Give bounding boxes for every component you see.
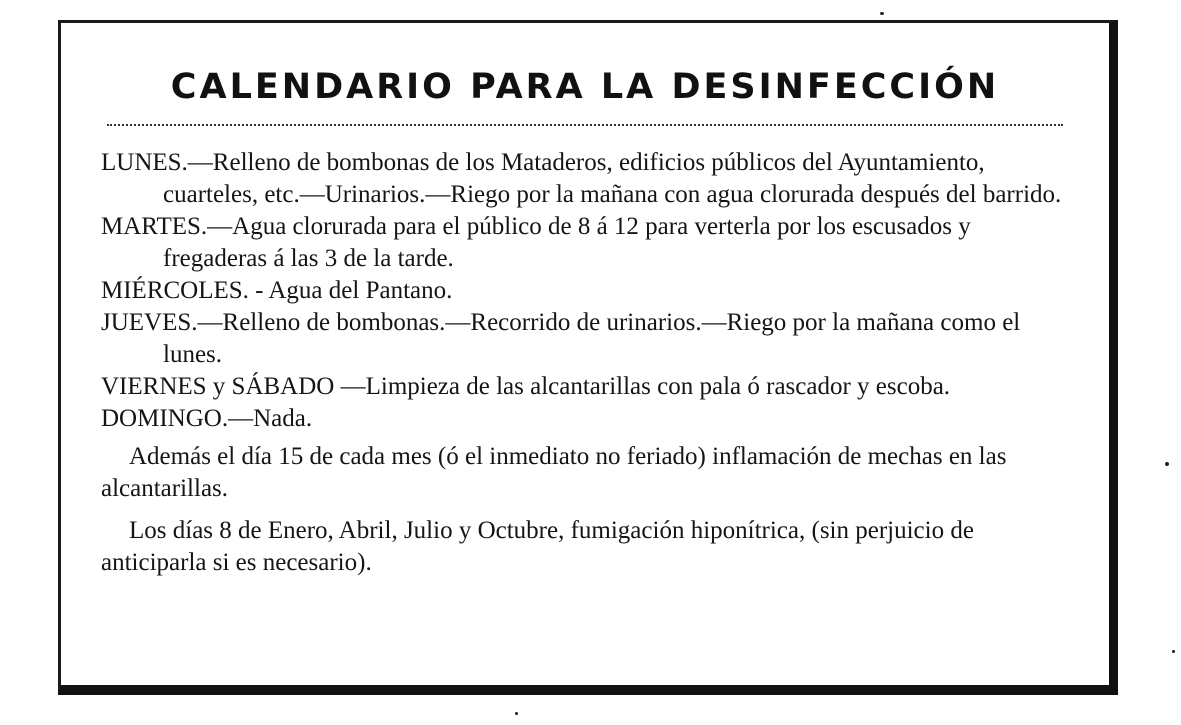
dotted-divider — [107, 124, 1063, 126]
print-speck — [880, 12, 884, 15]
print-speck — [1172, 650, 1175, 653]
document-title: CALENDARIO PARA LA DESINFECCIÓN — [170, 67, 1000, 107]
entry-jueves: JUEVES.—Relleno de bombonas.—Recorrido de urinarios.—Riego por la mañana como el lunes. — [101, 309, 1021, 368]
entry-martes: MARTES.—Agua clorurada para el público de 8 á 12 para verterla por los escusados y fregaderas á las 3 de la tarde. — [101, 213, 971, 272]
calendar-body — [101, 147, 1073, 579]
entry-lunes: LUNES.—Relleno de bombonas de los Mataderos, edificios públicos del Ayuntamiento, cuarteles, etc.—Urinarios.—Riego por la mañana con agua clorurada después del barrido. — [101, 149, 1062, 208]
entry-domingo: DOMINGO.—Nada. — [101, 405, 313, 432]
entry-miercoles: MIÉRCOLES. - Agua del Pantano. — [101, 277, 453, 304]
print-speck — [515, 712, 518, 715]
entry-viernes-sabado: VIERNES y SÁBADO —Limpieza de las alcantarillas con pala ó rascador y escoba. — [101, 373, 951, 400]
print-speck — [1165, 462, 1169, 466]
document-frame — [58, 20, 1118, 695]
note-quarterly: Los días 8 de Enero, Abril, Julio y Octubre, fumigación hiponítrica, (sin perjuicio de anticiparla si es necesario). — [101, 517, 974, 576]
note-monthly: Además el día 15 de cada mes (ó el inmediato no feriado) inflamación de mechas en las alcantarillas. — [101, 443, 1007, 502]
